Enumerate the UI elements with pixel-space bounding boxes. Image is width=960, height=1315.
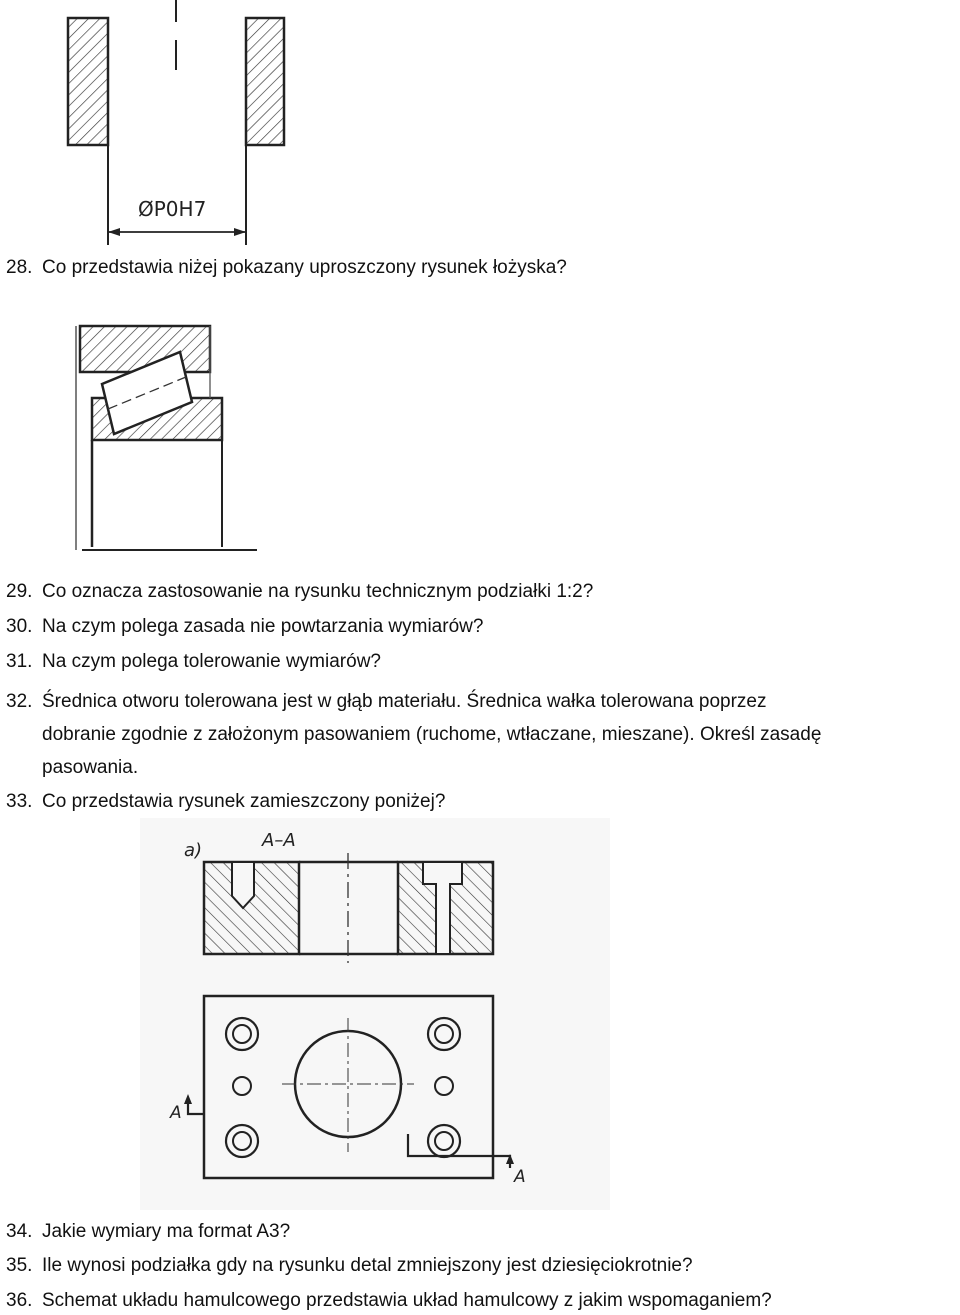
- question-36: 36. Schemat układu hamulcowego przedstawia układ hamulcowy z jakim wspomaganiem?: [6, 1290, 772, 1311]
- bearing-drawing: [62, 312, 267, 557]
- section-view-svg: [140, 818, 610, 1210]
- question-33: 33. Co przedstawia rysunek zamieszczony poniżej?: [6, 791, 446, 812]
- section-mark-left: A: [170, 1103, 182, 1123]
- hole-tolerance-svg: [50, 0, 290, 245]
- view-tag: a): [184, 840, 203, 861]
- bearing-svg: [62, 312, 267, 557]
- question-32-line-3: pasowania.: [42, 757, 139, 778]
- section-mark-right: A: [514, 1167, 526, 1187]
- question-29: 29. Co oznacza zastosowanie na rysunku technicznym podziałki 1:2?: [6, 581, 594, 602]
- dimension-arrow: [108, 228, 120, 236]
- question-31: 31. Na czym polega tolerowanie wymiarów?: [6, 651, 381, 672]
- question-28: 28. Co przedstawia niżej pokazany uproszczony rysunek łożyska?: [6, 257, 567, 278]
- question-30: 30. Na czym polega zasada nie powtarzania wymiarów?: [6, 616, 484, 637]
- question-32-line-2: dobranie zgodnie z założonym pasowaniem (ruchome, wtłaczane, mieszane). Określ zasadę: [42, 724, 822, 745]
- dimension-label: ØP0H7: [138, 197, 207, 221]
- right-wall-section: [246, 18, 284, 145]
- dimension-arrow: [234, 228, 246, 236]
- left-wall-section: [68, 18, 108, 145]
- question-35: 35. Ile wynosi podziałka gdy na rysunku detal zmniejszony jest dziesięciokrotnie?: [6, 1255, 693, 1276]
- question-32: 32. Średnica otworu tolerowana jest w głąb materiału. Średnica wałka tolerowana poprzez dobranie zgodnie z założonym pasowaniem (ruchome, wtłaczane, mieszane). Określ zasadę pasowania.: [6, 685, 960, 784]
- section-view-drawing: [140, 818, 610, 1210]
- hole-tolerance-drawing: [50, 0, 290, 245]
- section-title: A–A: [262, 830, 296, 851]
- question-34: 34. Jakie wymiary ma format A3?: [6, 1221, 291, 1242]
